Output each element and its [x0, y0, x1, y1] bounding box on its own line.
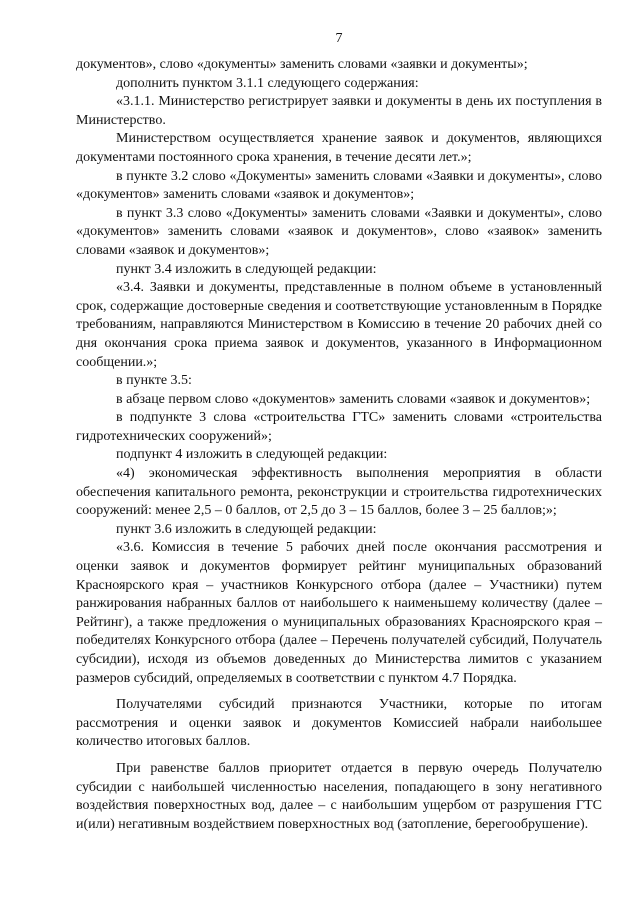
paragraph-2: дополнить пунктом 3.1.1 следующего содержания:	[116, 75, 419, 91]
paragraph-17: При равенстве баллов приоритет отдается в первую очередь Получателю субсидии с наибольшей численностью населения, попадающего в зону негативного воздействия поверхностных вод, далее – с наибольшим ущербом от разрушения ГТС и(или) негативным воздействием поверхностных вод (затопление, берегообрушение).	[76, 760, 602, 832]
paragraph-1: документов», слово «документы» заменить словами «заявки и документы»;	[76, 57, 528, 72]
paragraph-15: «3.6. Комиссия в течение 5 рабочих дней после окончания рассмотрения и оценки заявок и документов формирует рейтинг муниципальных образований Красноярского края – участников Конкурсного отбора (далее – Участники) путем ранжирования набранных баллов от наибольшего к наименьшему количеству (далее – Рейтинг), а также предложения о муниципальных образованиях Красноярского края – победителях Конкурсного отбора (далее – Перечень получателей субсидий, Получатель субсидии), исходя из объемов доведенных до Министерства лимитов с указанием размеров субсидий, определяемых в соответствии с пунктом 4.7 Порядка.	[76, 540, 602, 686]
paragraph-14: пункт 3.6 изложить в следующей редакции:	[116, 521, 377, 537]
paragraph-3: «3.1.1. Министерство регистрирует заявки и документы в день их поступления в Министерство.	[76, 94, 602, 128]
paragraph-9: в пункте 3.5:	[116, 373, 192, 389]
paragraph-16: Получателями субсидий признаются Участники, которые по итогам рассмотрения и оценки заявок и документов Комиссией набрали наибольшее количество итоговых баллов.	[76, 697, 602, 750]
page-number: 7	[335, 31, 343, 46]
paragraph-4: Министерством осуществляется хранение заявок и документов, являющихся документами постоянного срока хранения, в течение десяти лет.»;	[76, 131, 602, 165]
paragraph-5: в пункте 3.2 слово «Документы» заменить словами «Заявки и документы», слово «документов» заменить словами «заявок и документов»;	[76, 168, 602, 203]
paragraph-11: в подпункте 3 слова «строительства ГТС» заменить словами «строительства гидротехнических сооружений»;	[76, 410, 602, 444]
paragraph-10: в абзаце первом слово «документов» заменить словами «заявок и документов»;	[116, 391, 591, 407]
paragraph-6: в пункт 3.3 слово «Документы» заменить словами «Заявки и документы», слово «документов» заменить словами «заявок и документов», слово «заявок» заменить словами «заявок и документов»;	[76, 205, 602, 258]
paragraph-7: пункт 3.4 изложить в следующей редакции:	[116, 261, 377, 277]
paragraph-12: подпункт 4 изложить в следующей редакции:	[116, 447, 388, 463]
paragraph-13: «4) экономическая эффективность выполнения мероприятия в области обеспечения капитального ремонта, реконструкции и строительства гидротехнических сооружений: менее 2,5 – 0 баллов, от 2,5 до 3 – 15 баллов, более 3 – 25 баллов;»;	[76, 466, 602, 519]
paragraph-8: «3.4. Заявки и документы, представленные в полном объеме в установленный срок, содержащие достоверные сведения и соответствующие установленным в Порядке требованиям, направляются Министерством в Комиссию в течение 20 рабочих дней со дня окончания срока приема заявок и документов, указанного в Информационном сообщении.»;	[76, 280, 602, 370]
